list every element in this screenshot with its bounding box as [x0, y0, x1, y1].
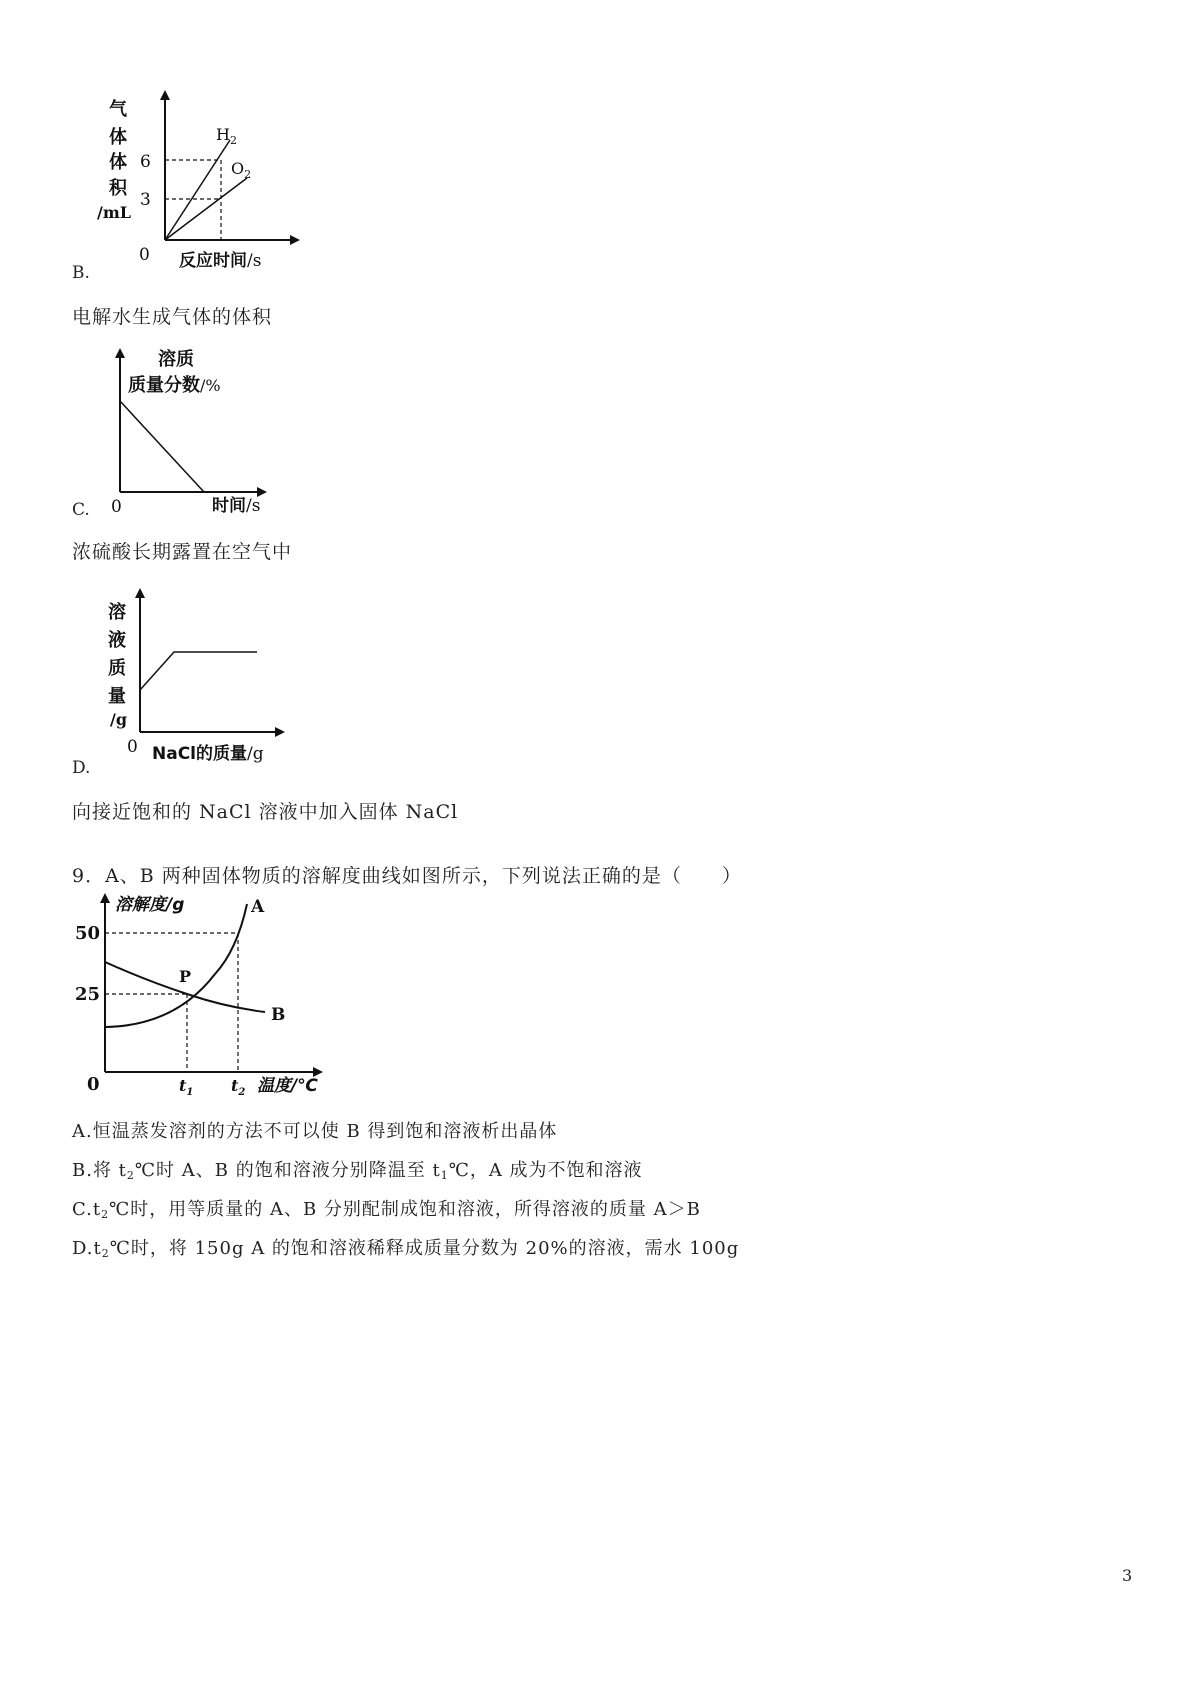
subscript: 2	[126, 1169, 135, 1182]
option-c-caption: 浓硫酸长期露置在空气中	[72, 541, 293, 563]
t1-label: $t_1$	[179, 1076, 194, 1098]
choice-text: ℃时，将 150g A 的饱和溶液稀释成质量分数为 20%的溶液，需水 100g	[109, 1238, 740, 1259]
tick-6: 6	[140, 152, 151, 172]
o2-label: $O_2$	[231, 159, 252, 181]
choice-text: 将 t	[92, 1160, 127, 1181]
page-number: 3	[1122, 1566, 1133, 1585]
mass-line	[140, 652, 257, 690]
x-label: 温度/℃	[257, 1076, 318, 1096]
graph-b	[95, 88, 310, 273]
x-label: 时间/s	[212, 496, 261, 516]
option-b-caption: 电解水生成气体的体积	[72, 306, 273, 328]
point-p-label: P	[179, 967, 192, 986]
o2-line	[165, 178, 247, 240]
y-label-char-2: 液	[108, 630, 126, 651]
graph-d	[100, 585, 300, 770]
x-label: NaCl的质量/g	[152, 744, 264, 764]
h2-line	[165, 140, 230, 240]
y-label-char-3: 质	[108, 658, 126, 679]
choice-letter: B.	[72, 1160, 93, 1181]
y-unit: /g	[110, 710, 128, 729]
origin: 0	[139, 245, 150, 265]
subscript: 2	[101, 1247, 110, 1260]
option-d-caption: 向接近饱和的 NaCl 溶液中加入固体 NaCl	[72, 801, 459, 823]
x-axis-arrow	[290, 235, 300, 245]
y-unit: /mL	[97, 203, 132, 222]
y-label-line2: 质量分数/%	[128, 375, 221, 396]
origin: 0	[111, 497, 122, 517]
tick-50: 50	[75, 923, 101, 944]
y-axis-arrow	[160, 90, 170, 100]
choice-c	[72, 1195, 701, 1221]
choice-letter: A.	[72, 1121, 93, 1142]
origin: 0	[127, 737, 138, 757]
curve-a-label: A	[251, 897, 265, 917]
choice-text: 恒温蒸发溶剂的方法不可以使 B 得到饱和溶液析出晶体	[92, 1121, 558, 1142]
choice-letter: C.	[72, 1199, 93, 1220]
y-label-char-2: 体	[109, 127, 127, 148]
option-b-letter: B.	[72, 263, 90, 283]
y-axis-arrow	[100, 893, 110, 903]
curve-a	[105, 904, 247, 1027]
y-label-char-4: 量	[108, 686, 126, 707]
subscript: 1	[440, 1169, 449, 1182]
option-d-letter: D.	[72, 758, 91, 778]
choice-text: ℃，A 成为不饱和溶液	[448, 1160, 643, 1181]
decreasing-line	[120, 401, 204, 492]
y-label-line1: 溶质	[158, 349, 194, 370]
y-axis-arrow	[135, 588, 145, 598]
y-label-char-4: 积	[109, 178, 127, 199]
tick-3: 3	[140, 190, 151, 210]
t2-label: $t_2$	[231, 1076, 246, 1098]
choice-text: ℃时 A、B 的饱和溶液分别降温至 t	[134, 1160, 441, 1181]
choice-a	[72, 1117, 557, 1143]
subscript: 2	[101, 1208, 110, 1221]
option-c-letter: C.	[72, 500, 90, 520]
solubility-graph	[75, 890, 355, 1100]
curve-b-label: B	[271, 1005, 286, 1025]
y-label-char-1: 气	[109, 99, 127, 120]
y-label-char-3: 体	[109, 152, 127, 173]
y-axis-arrow	[115, 348, 125, 358]
x-label: 反应时间/s	[179, 251, 262, 271]
graph-c	[100, 345, 290, 520]
question-9-stem: 9．A、B 两种固体物质的溶解度曲线如图所示，下列说法正确的是（ ）	[72, 865, 742, 887]
choice-letter: D.	[72, 1238, 94, 1259]
choice-text: t	[93, 1238, 102, 1259]
tick-25: 25	[75, 984, 101, 1005]
choice-text: t	[92, 1199, 102, 1220]
x-axis-arrow	[275, 727, 285, 737]
choice-b	[72, 1156, 643, 1182]
origin: 0	[87, 1074, 100, 1095]
choice-d	[72, 1234, 739, 1260]
h2-label: $H_2$	[216, 125, 237, 147]
y-label: 溶解度/g	[115, 895, 185, 915]
choice-text: ℃时，用等质量的 A、B 分别配制成饱和溶液，所得溶液的质量 A＞B	[109, 1199, 701, 1220]
y-label-char-1: 溶	[108, 602, 126, 623]
